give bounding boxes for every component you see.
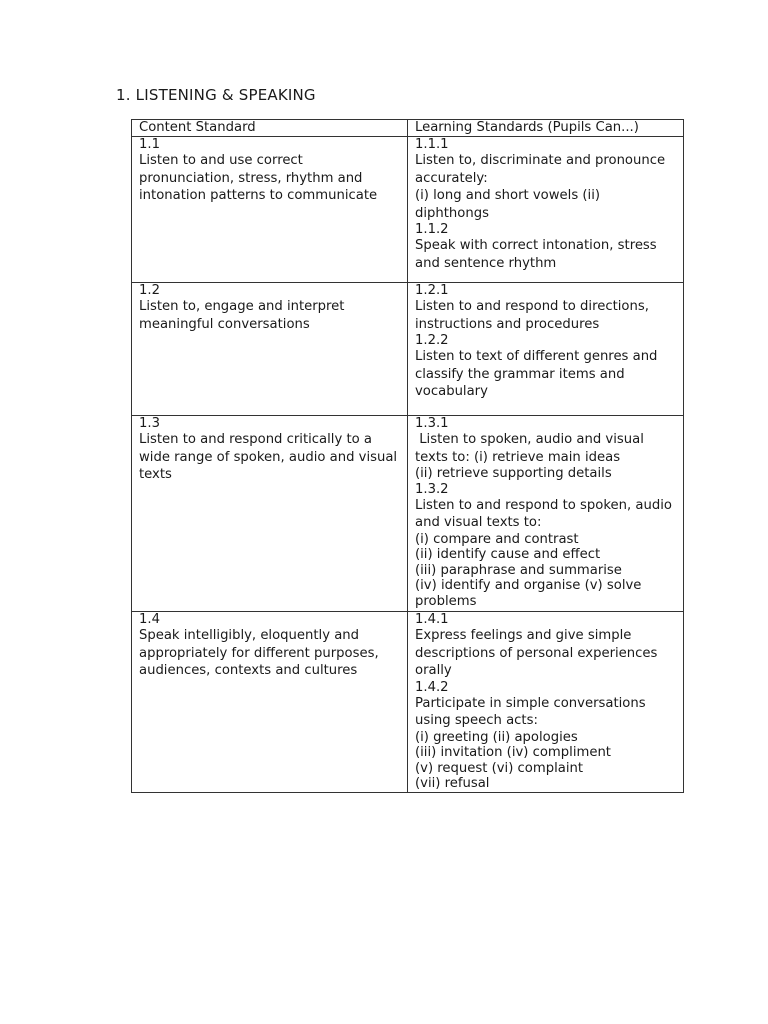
learning-list-line: (i) long and short vowels (ii) diphthongs [415,188,600,221]
learning-text: Participate in simple conversations using speech acts: [415,695,646,728]
learning-code: 1.2.1 [415,283,449,298]
content-code: 1.4 [139,612,160,627]
learning-code: 1.3.1 [415,416,449,431]
table-row [132,416,684,612]
table-row [132,137,684,283]
learning-code: 1.4.2 [415,679,449,695]
learning-list-line: (i) compare and contrast [415,531,579,547]
content-standard-cell [132,137,408,283]
learning-standards-cell [408,283,684,416]
learning-list-line: (iv) identify and organise (v) solve problems [415,578,642,609]
learning-text: Listen to and respond to directions, instructions and procedures [415,299,649,332]
table-row [132,283,684,416]
content-standard-header: Content Standard [132,120,408,137]
learning-text: Listen to and respond to spoken, audio and visual texts to: [415,497,672,530]
learning-code: 1.2.2 [415,333,449,348]
learning-list-line: (iii) paraphrase and summarise [415,562,622,578]
learning-standards-cell [408,137,684,283]
content-code: 1.1 [139,137,160,152]
learning-text: Speak with correct intonation, stress and sentence rhythm [415,238,657,271]
content-text: Listen to and use correct pronunciation, stress, rhythm and intonation patterns to communicate [139,153,378,203]
content-text: Listen to and respond critically to a wide range of spoken, audio and visual texts [139,432,398,482]
learning-text: Express feelings and give simple descriptions of personal experiences orally [415,628,658,678]
content-code: 1.2 [139,283,160,298]
standards-table [131,119,684,793]
table-header-row [132,120,684,137]
learning-code: 1.1.1 [415,137,449,152]
learning-list-line: (vii) refusal [415,776,490,791]
content-standard-cell [132,612,408,793]
learning-list-line: (iii) invitation (iv) compliment [415,745,611,760]
learning-code: 1.1.2 [415,222,449,237]
learning-text: Listen to, discriminate and pronounce accurately: [415,153,666,186]
learning-standards-header: Learning Standards (Pupils Can...) [408,120,684,137]
learning-text: Listen to spoken, audio and visual texts to: (i) retrieve main ideas [415,432,649,465]
section-heading: 1. LISTENING & SPEAKING [116,86,316,104]
learning-standards-cell [408,416,684,612]
learning-code: 1.4.1 [415,612,449,627]
learning-list-line: (ii) retrieve supporting details [415,466,612,481]
learning-text: Listen to text of different genres and classify the grammar items and vocabulary [415,349,658,399]
learning-list-line: (v) request (vi) complaint [415,760,584,776]
learning-list-line: (i) greeting (ii) apologies [415,729,578,745]
content-standard-cell [132,283,408,416]
content-text: Speak intelligibly, eloquently and appropriately for different purposes, audiences, contexts and cultures [139,628,379,678]
table-row [132,612,684,793]
content-text: Listen to, engage and interpret meaningful conversations [139,299,345,332]
content-code: 1.3 [139,416,160,431]
content-standard-cell [132,416,408,612]
learning-code: 1.3.2 [415,481,449,497]
learning-list-line: (ii) identify cause and effect [415,547,601,562]
learning-standards-cell [408,612,684,793]
